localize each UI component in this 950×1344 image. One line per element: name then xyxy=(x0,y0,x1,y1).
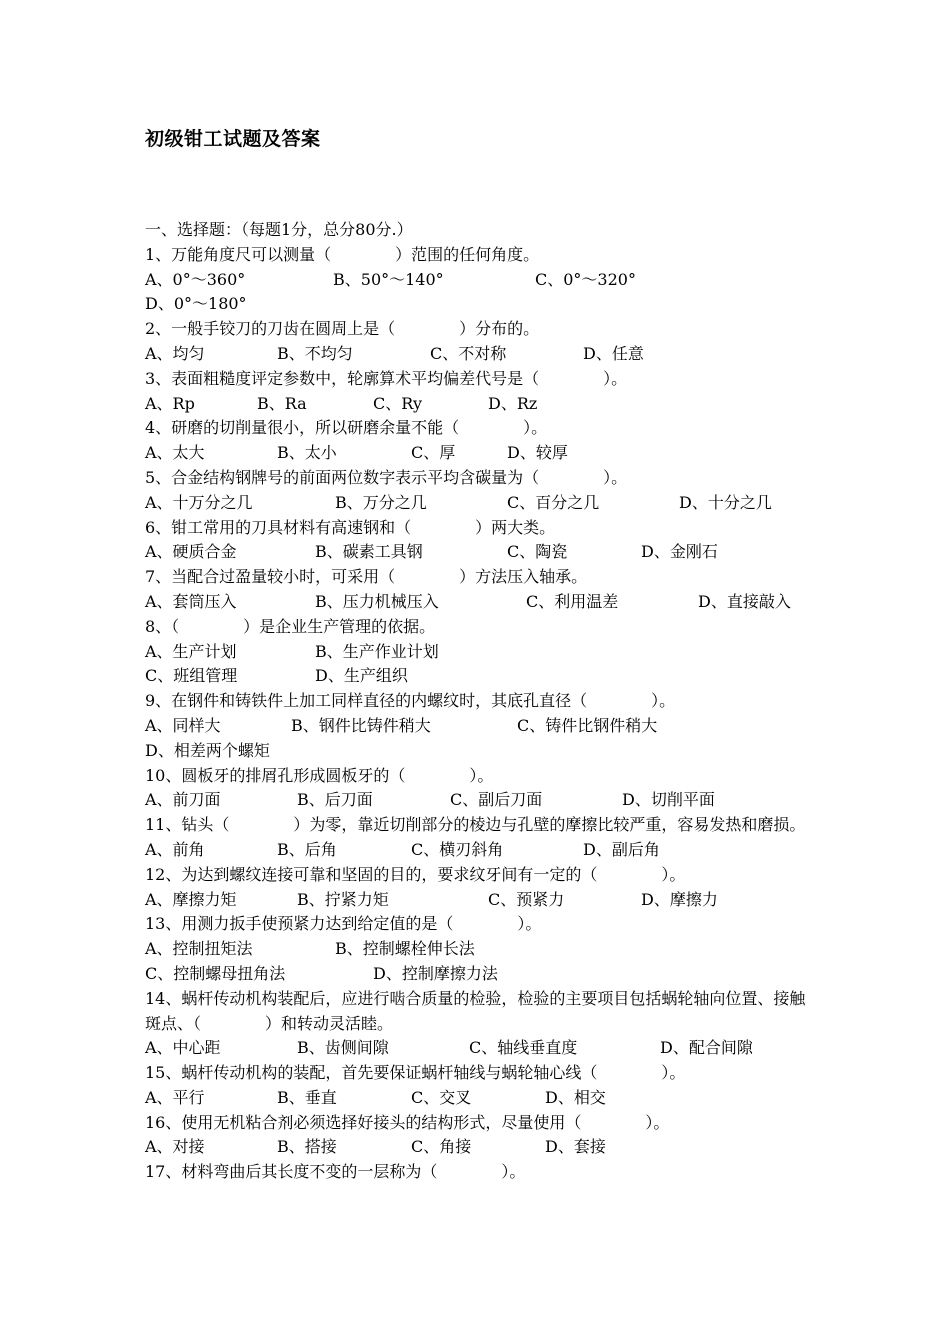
option-a: A、同样大 xyxy=(145,715,221,735)
question-2-options xyxy=(145,342,810,367)
option-a: A、套筒压入 xyxy=(145,591,237,611)
option-b: B、Ra xyxy=(257,393,307,413)
option-b: B、齿侧间隙 xyxy=(297,1038,389,1058)
question-10: 10、圆板牙的排屑孔形成圆板牙的（ ）。 xyxy=(145,765,494,785)
section-heading: 一、选择题：（每题1分，总分80分.） xyxy=(145,220,413,239)
question-6: 6、钳工常用的刀具材料有高速钢和（ ）两大类。 xyxy=(145,517,556,537)
option-c: C、预紧力 xyxy=(488,889,565,909)
option-d: D、副后角 xyxy=(583,839,660,859)
option-c: C、副后刀面 xyxy=(450,790,543,810)
question-4: 4、研磨的切削量很小，所以研磨余量不能（ ）。 xyxy=(145,418,548,438)
option-b: B、搭接 xyxy=(277,1137,337,1157)
option-b: B、控制螺栓伸长法 xyxy=(335,939,475,959)
question-12: 12、为达到螺纹连接可靠和坚固的目的，要求纹牙间有一定的（ ）。 xyxy=(145,864,686,884)
question-14-options xyxy=(145,1036,810,1061)
question-3: 3、表面粗糙度评定参数中，轮廓算术平均偏差代号是（ ）。 xyxy=(145,368,628,388)
option-d: D、摩擦力 xyxy=(641,889,718,909)
option-a: A、十万分之几 xyxy=(145,492,253,512)
option-c: C、铸件比钢件稍大 xyxy=(517,715,658,735)
option-b: B、碳素工具钢 xyxy=(315,542,423,562)
option-a: A、生产计划 xyxy=(145,641,237,661)
option-b: B、压力机械压入 xyxy=(315,591,439,611)
option-d: D、控制摩擦力法 xyxy=(373,963,498,983)
option-d: D、0°～180° xyxy=(145,294,247,314)
option-d: D、十分之几 xyxy=(679,492,772,512)
option-c: C、百分之几 xyxy=(507,492,600,512)
option-b: B、生产作业计划 xyxy=(315,641,439,661)
question-2: 2、一般手铰刀的刀齿在圆周上是（ ）分布的。 xyxy=(145,319,540,339)
question-11: 11、钻头（ ）为零，靠近切削部分的棱边与孔壁的摩擦比较严重，容易发热和磨损。 xyxy=(145,815,806,835)
option-c: C、轴线垂直度 xyxy=(469,1038,578,1058)
option-a: A、平行 xyxy=(145,1087,205,1107)
option-a: A、前角 xyxy=(145,839,205,859)
option-c: C、横刃斜角 xyxy=(411,839,504,859)
question-13-options-row2 xyxy=(145,962,810,987)
option-b: B、后刀面 xyxy=(297,790,373,810)
question-3-options xyxy=(145,392,810,417)
option-d: D、Rz xyxy=(488,393,538,413)
question-5-options xyxy=(145,491,810,516)
option-b: B、后角 xyxy=(277,839,337,859)
option-b: B、50°～140° xyxy=(333,269,444,289)
question-8-options-row2 xyxy=(145,664,810,689)
option-c: C、交叉 xyxy=(411,1087,472,1107)
question-7-options xyxy=(145,590,810,615)
option-a: A、对接 xyxy=(145,1137,205,1157)
question-13-options-row1 xyxy=(145,937,810,962)
option-d: D、配合间隙 xyxy=(660,1038,753,1058)
question-5: 5、合金结构钢牌号的前面两位数字表示平均含碳量为（ ）。 xyxy=(145,467,628,487)
question-1-options xyxy=(145,268,810,293)
question-16-options xyxy=(145,1135,810,1160)
option-a: A、摩擦力矩 xyxy=(145,889,237,909)
option-c: C、Ry xyxy=(373,393,423,413)
option-c: C、厚 xyxy=(411,443,456,463)
option-c: C、控制螺母扭角法 xyxy=(145,963,286,983)
option-a: A、Rp xyxy=(145,393,195,413)
question-14: 14、蜗杆传动机构装配后，应进行啮合质量的检验，检验的主要项目包括蜗轮轴向位置、接触斑点、（ ）和转动灵活睦。 xyxy=(145,988,806,1033)
question-6-options xyxy=(145,540,810,565)
option-d: D、金刚石 xyxy=(641,542,718,562)
question-11-options xyxy=(145,838,810,863)
option-c: C、0°～320° xyxy=(535,269,636,289)
option-a: A、前刀面 xyxy=(145,790,221,810)
question-12-options xyxy=(145,888,810,913)
option-c: C、不对称 xyxy=(430,343,507,363)
option-d: D、生产组织 xyxy=(315,666,408,686)
question-1: 1、万能角度尺可以测量（ ）范围的任何角度。 xyxy=(145,244,540,264)
option-a: A、0°～360° xyxy=(145,269,246,289)
option-c: C、角接 xyxy=(411,1137,472,1157)
option-d: D、套接 xyxy=(545,1137,606,1157)
question-list xyxy=(145,218,810,1185)
option-b: B、万分之几 xyxy=(335,492,427,512)
question-4-options xyxy=(145,441,810,466)
option-d: D、较厚 xyxy=(507,443,568,463)
question-15: 15、蜗杆传动机构的装配，首先要保证蜗杆轴线与蜗轮轴心线（ ）。 xyxy=(145,1063,686,1083)
option-c: C、班组管理 xyxy=(145,666,238,686)
question-15-options xyxy=(145,1086,810,1111)
option-b: B、拧紧力矩 xyxy=(297,889,389,909)
option-a: A、均匀 xyxy=(145,343,205,363)
option-a: A、太大 xyxy=(145,443,205,463)
option-d: D、直接敲入 xyxy=(698,591,791,611)
question-8: 8、（ ）是企业生产管理的依据。 xyxy=(145,616,436,636)
option-d: D、任意 xyxy=(583,343,644,363)
option-b: B、钢件比铸件稍大 xyxy=(291,715,431,735)
question-9: 9、在钢件和铸铁件上加工同样直径的内螺纹时，其底孔直径（ ）。 xyxy=(145,691,676,711)
option-d: D、相交 xyxy=(545,1087,606,1107)
option-d: D、切削平面 xyxy=(622,790,715,810)
option-a: A、控制扭矩法 xyxy=(145,939,253,959)
option-b: B、垂直 xyxy=(277,1087,337,1107)
option-a: A、中心距 xyxy=(145,1038,221,1058)
option-c: C、陶瓷 xyxy=(507,542,568,562)
question-7: 7、当配合过盈量较小时，可采用（ ）方法压入轴承。 xyxy=(145,567,588,587)
question-9-options xyxy=(145,714,810,739)
option-b: B、不均匀 xyxy=(277,343,353,363)
question-8-options-row1 xyxy=(145,640,810,665)
option-b: B、太小 xyxy=(277,443,337,463)
question-17: 17、材料弯曲后其长度不变的一层称为（ ）。 xyxy=(145,1162,526,1182)
question-10-options xyxy=(145,788,810,813)
question-16: 16、使用无机粘合剂必须选择好接头的结构形式，尽量使用（ ）。 xyxy=(145,1112,670,1132)
page-title: 初级钳工试题及答案 xyxy=(145,128,321,150)
question-13: 13、用测力扳手使预紧力达到给定值的是（ ）。 xyxy=(145,914,542,934)
option-c: C、利用温差 xyxy=(526,591,619,611)
option-a: A、硬质合金 xyxy=(145,542,237,562)
option-d: D、相差两个螺矩 xyxy=(145,740,270,760)
